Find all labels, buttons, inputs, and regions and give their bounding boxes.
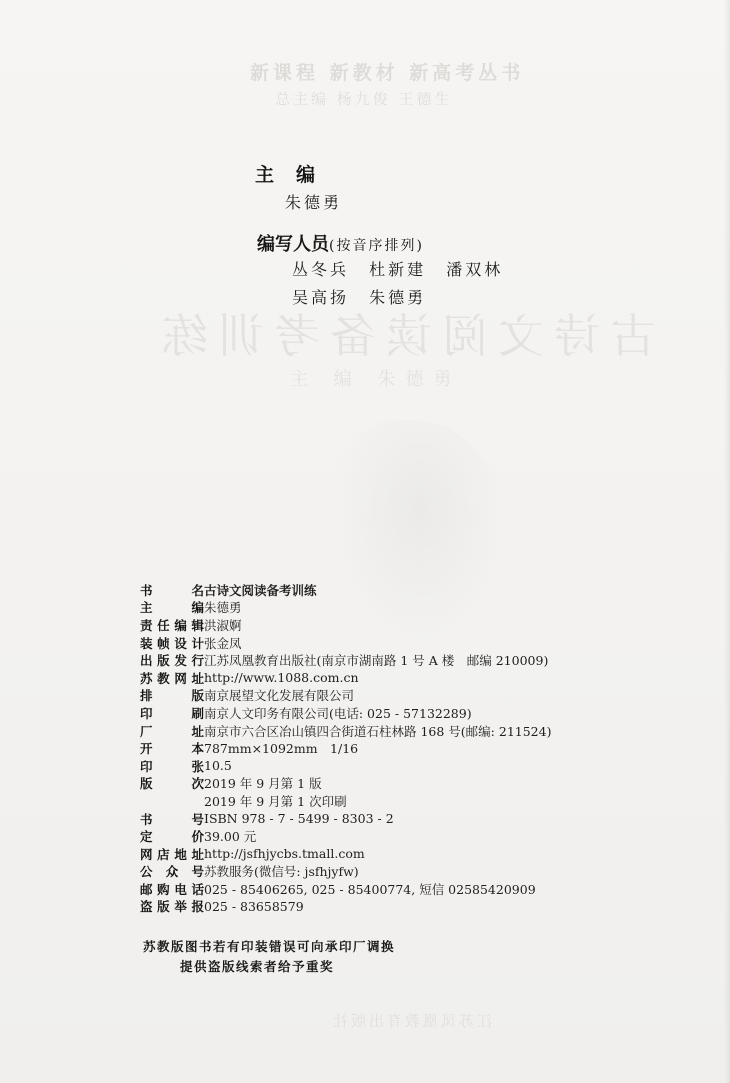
ghost-subtitle-text: 主 编 朱德勇	[290, 369, 462, 390]
imprint-label: 排版	[140, 688, 204, 704]
imprint-row-format	[140, 739, 700, 757]
imprint-label: 主编	[140, 600, 204, 616]
imprint-row-sheets	[140, 757, 700, 775]
imprint-row-typesetting	[140, 687, 700, 705]
writer-name: 朱德勇	[369, 288, 427, 307]
imprint-label: 责任编辑	[140, 617, 204, 633]
imprint-row-edition	[140, 775, 700, 793]
imprint-value: 朱德勇	[204, 600, 242, 616]
imprint-row-price	[140, 827, 700, 845]
imprint-value: 787mm×1092mm 1/16	[204, 741, 359, 757]
misprint-notice: 苏教版图书若有印装错误可向承印厂调换	[143, 939, 396, 954]
writer-name: 潘双林	[446, 260, 504, 279]
chief-editor-name: 朱德勇	[285, 193, 343, 212]
imprint-label: 网店地址	[140, 846, 204, 862]
imprint-label: 盗版举报	[140, 899, 204, 915]
imprint-row-wechat	[140, 863, 700, 881]
writer-name: 吴高扬	[292, 288, 350, 307]
imprint-label: 书号	[140, 811, 204, 827]
writers-heading	[257, 230, 424, 256]
imprint-label: 定价	[140, 829, 204, 845]
ghost-editors-text: 总主编 杨九俊 王德生	[275, 90, 453, 108]
writers-line-1	[292, 257, 515, 280]
writers-line-2	[292, 285, 438, 308]
page-edge-shadow	[724, 0, 730, 1083]
imprint-row-editor	[140, 599, 700, 617]
imprint-label: 书名	[140, 582, 204, 598]
imprint-label: 版次	[140, 776, 204, 792]
imprint-value: 苏教服务(微信号: jsfhjyfw)	[204, 864, 359, 880]
ghost-title-text: 古诗文阅读备考训练	[152, 309, 656, 363]
piracy-reward-notice: 提供盗版线索者给予重奖	[180, 959, 335, 974]
imprint-row-factory-address	[140, 722, 700, 740]
imprint-value: http://www.1088.com.cn	[204, 670, 359, 686]
imprint-row-online-store	[140, 845, 700, 863]
imprint-value: 古诗文阅读备考训练	[204, 582, 317, 598]
imprint-value: 江苏凤凰教育出版社(南京市湖南路 1 号 A 楼 邮编 210009)	[204, 653, 549, 669]
chief-editor-heading: 主编	[255, 164, 338, 186]
writers-heading-label: 编写人员	[257, 234, 329, 255]
imprint-value: http://jsfhjycbs.tmall.com	[204, 846, 365, 862]
imprint-label: 公众号	[140, 864, 204, 880]
writer-name: 丛冬兵	[292, 260, 350, 279]
imprint-row-printing	[140, 792, 700, 810]
imprint-row-isbn	[140, 810, 700, 828]
imprint-value: 025 - 83658579	[204, 898, 304, 914]
imprint-label: 厂址	[140, 723, 204, 739]
imprint-table	[140, 581, 700, 915]
ghost-publisher-logo: 江苏凤凰教育出版社	[330, 1012, 493, 1030]
imprint-value: 025 - 85406265, 025 - 85400774, 短信 02585420909	[204, 881, 536, 897]
imprint-row-title	[140, 581, 700, 599]
imprint-value: 洪淑婀	[204, 617, 242, 633]
imprint-value: 张金凤	[204, 635, 242, 651]
imprint-label: 苏教网址	[140, 670, 204, 686]
imprint-label: 开本	[140, 741, 204, 757]
imprint-value: 39.00 元	[204, 829, 257, 845]
imprint-value: ISBN 978 - 7 - 5499 - 8303 - 2	[204, 811, 394, 827]
imprint-row-printer	[140, 704, 700, 722]
imprint-row-publisher	[140, 651, 700, 669]
imprint-value: 2019 年 9 月第 1 次印刷	[204, 793, 347, 809]
imprint-label: 印张	[140, 758, 204, 774]
writer-name: 杜新建	[369, 260, 427, 279]
imprint-value: 南京人文印务有限公司(电话: 025 - 57132289)	[204, 705, 472, 721]
imprint-value: 2019 年 9 月第 1 版	[204, 776, 322, 792]
imprint-label: 装帧设计	[140, 635, 204, 651]
imprint-value: 南京展望文化发展有限公司	[204, 688, 355, 704]
writers-order-note: (按音序排列)	[329, 238, 424, 254]
imprint-row-responsible-editor	[140, 616, 700, 634]
imprint-label: 印刷	[140, 705, 204, 721]
ghost-series-text: 新课程 新教材 新高考丛书	[250, 62, 525, 84]
imprint-row-design	[140, 634, 700, 652]
imprint-label: 出版发行	[140, 653, 204, 669]
imprint-row-website	[140, 669, 700, 687]
imprint-label: 邮购电话	[140, 881, 204, 897]
imprint-value: 南京市六合区冶山镇四合街道石柱林路 168 号(邮编: 211524)	[204, 723, 552, 739]
imprint-row-mail-order-phone	[140, 880, 700, 898]
imprint-row-piracy-report	[140, 898, 700, 916]
imprint-value: 10.5	[204, 758, 232, 774]
